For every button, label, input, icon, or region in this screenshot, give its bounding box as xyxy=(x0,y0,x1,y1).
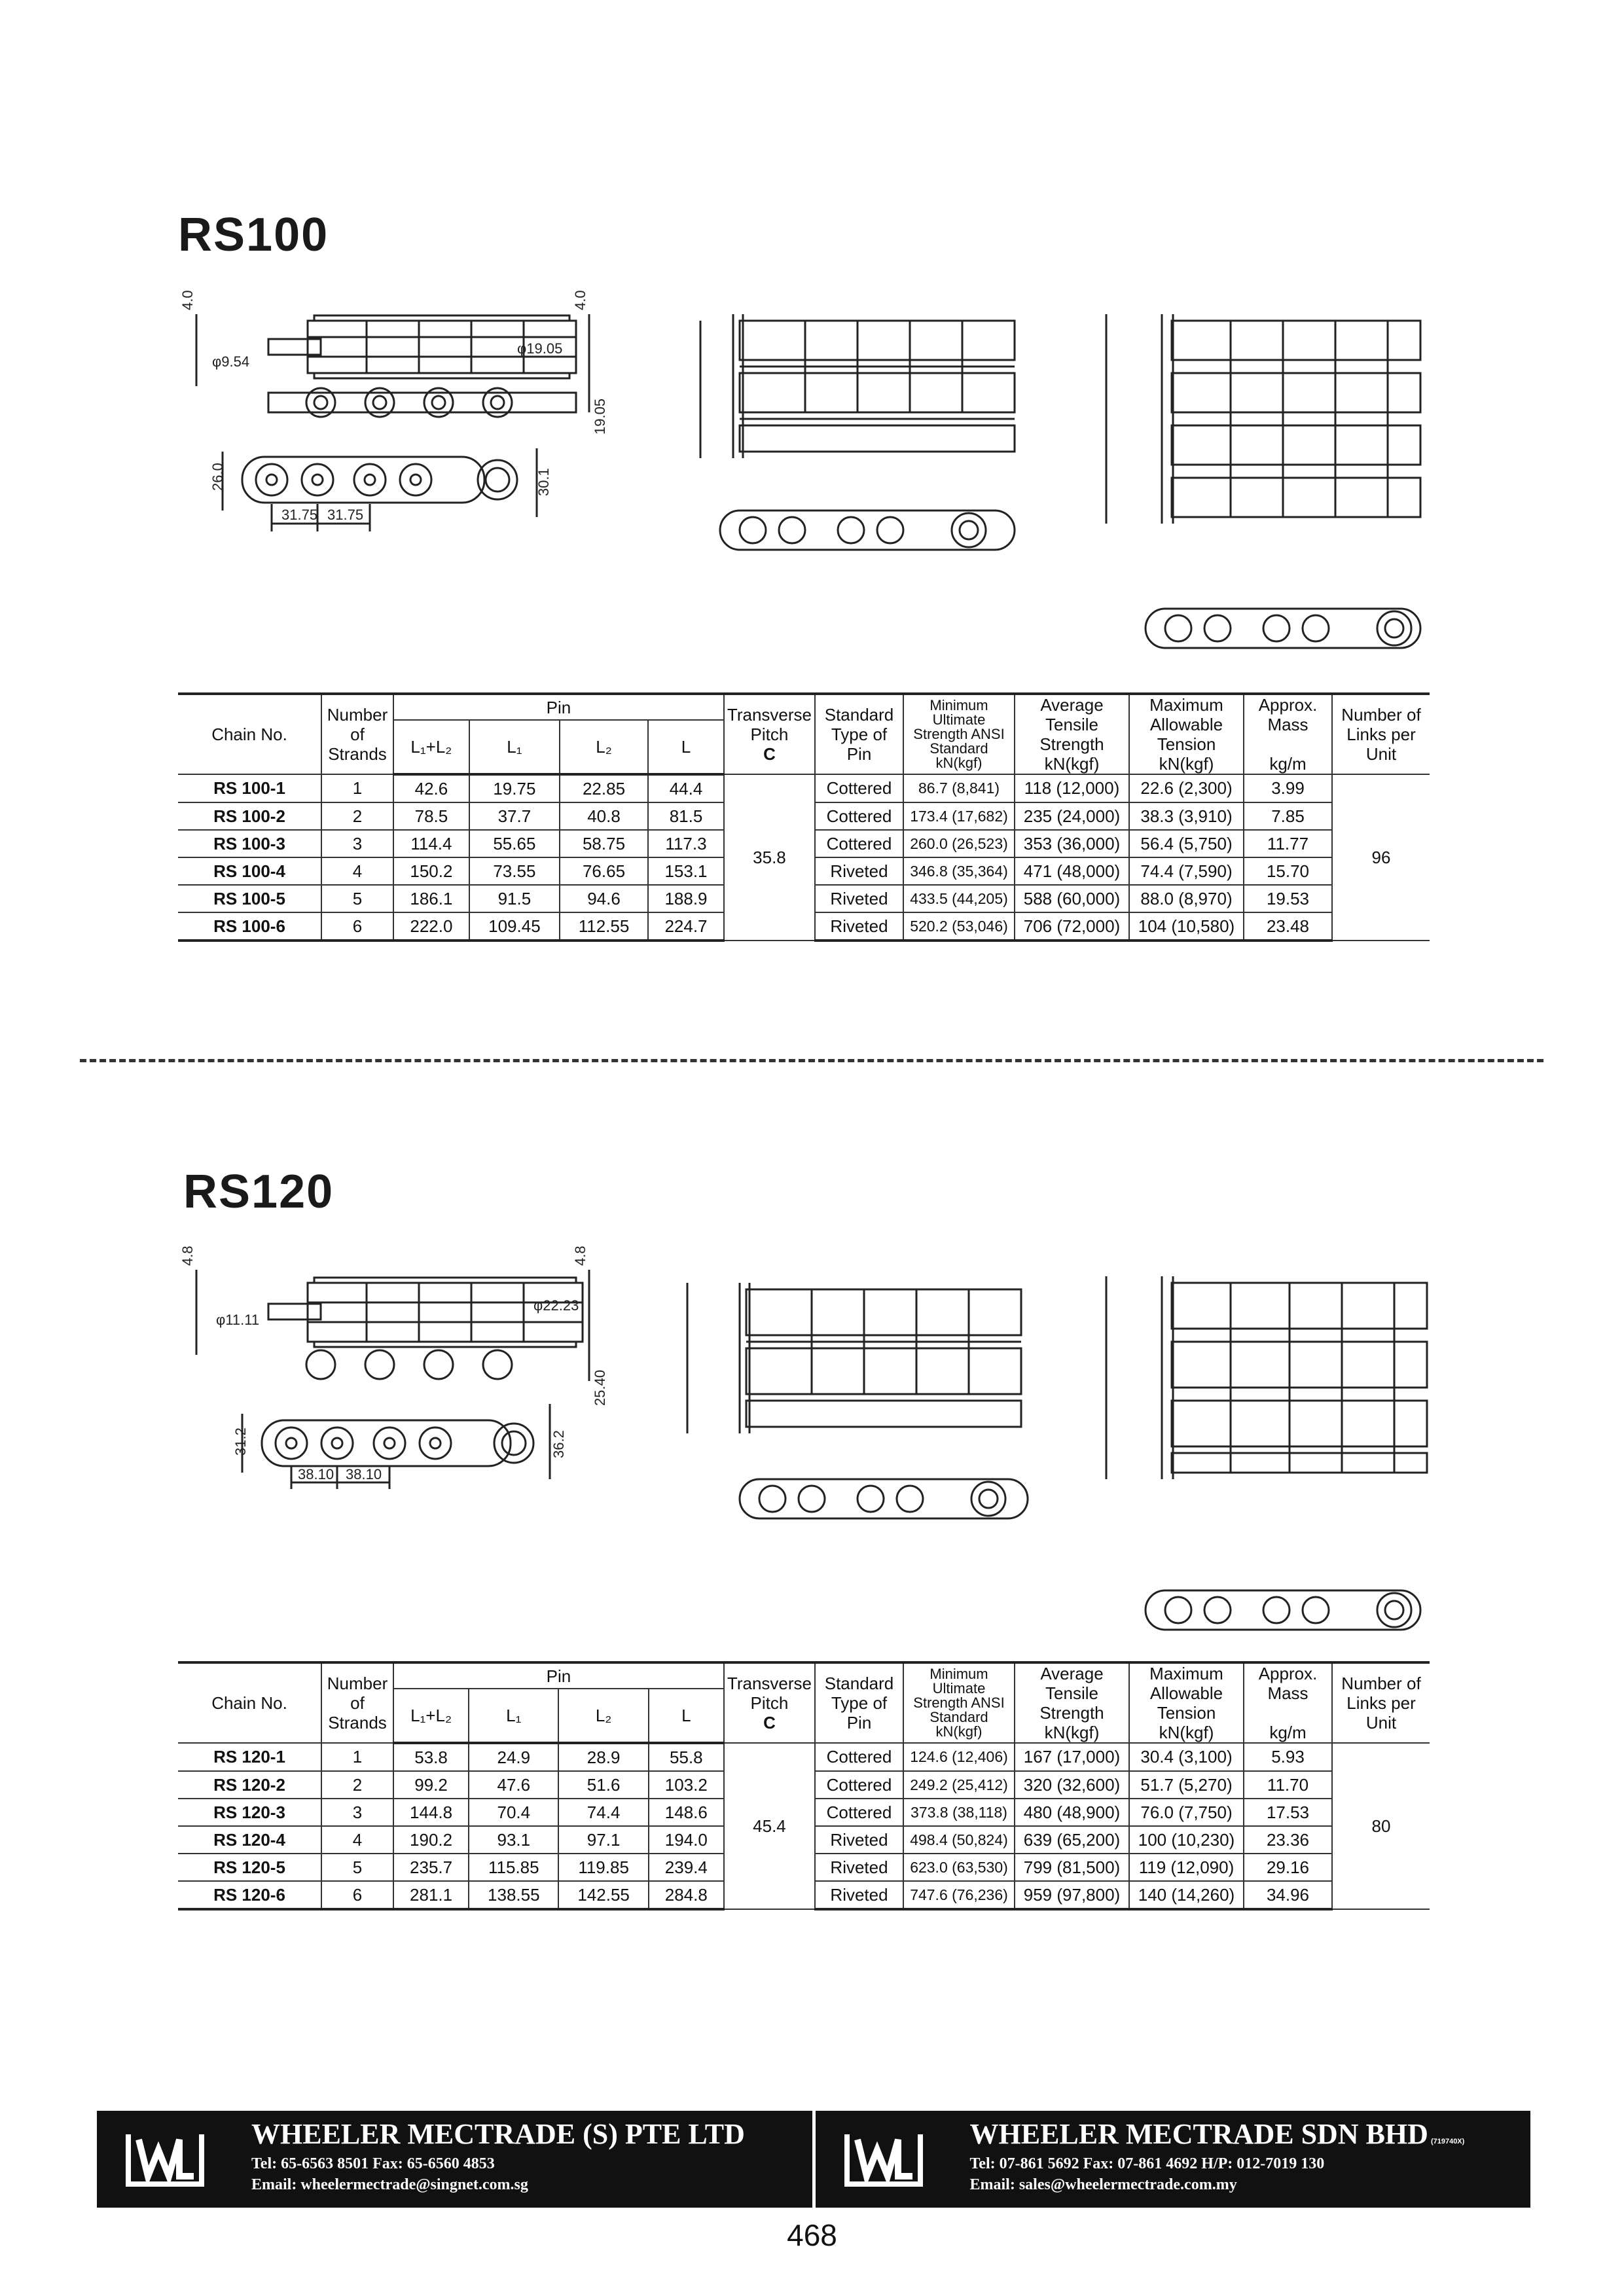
dim-pin-top: 4.0 xyxy=(179,290,196,310)
cell-l: 284.8 xyxy=(649,1881,724,1909)
cell-min-strength: 173.4 (17,682) xyxy=(903,802,1015,830)
cell-max-tension: 74.4 (7,590) xyxy=(1129,857,1244,885)
cell-l1: 47.6 xyxy=(469,1771,558,1799)
cell-avg-strength: 471 (48,000) xyxy=(1015,857,1129,885)
cell-type: Cottered xyxy=(815,802,903,830)
cell-type: Riveted xyxy=(815,1826,903,1854)
cell-type: Cottered xyxy=(815,1771,903,1799)
dim-pitch-2: 38.10 xyxy=(346,1466,382,1482)
cell-mass: 11.70 xyxy=(1244,1771,1332,1799)
cell-avg-strength: 706 (72,000) xyxy=(1015,912,1129,941)
cell-l2: 97.1 xyxy=(558,1826,648,1854)
footer-company-malaysia xyxy=(812,2111,1531,2208)
cell-l: 81.5 xyxy=(648,802,724,830)
cell-l1l2: 78.5 xyxy=(393,802,469,830)
dim-pin-dia: φ9.54 xyxy=(212,353,250,370)
cell-type: Riveted xyxy=(815,857,903,885)
cell-links: 96 xyxy=(1332,774,1430,941)
cell-l1: 93.1 xyxy=(469,1826,558,1854)
cell-strands: 1 xyxy=(321,1743,393,1771)
cell-l2: 112.55 xyxy=(560,912,648,941)
dim-pin-top-right: 4.0 xyxy=(572,290,588,310)
cell-l2: 119.85 xyxy=(558,1854,648,1881)
th-max-tension: Maximum Allowable Tension kN(kgf) xyxy=(1129,1662,1244,1743)
cell-l1l2: 222.0 xyxy=(393,912,469,941)
cell-mass: 34.96 xyxy=(1244,1881,1332,1909)
cell-type: Cottered xyxy=(815,830,903,857)
cell-mass: 23.36 xyxy=(1244,1826,1332,1854)
cell-min-strength: 498.4 (50,824) xyxy=(903,1826,1015,1854)
th-min-strength: Minimum Ultimate Strength ANSI Standard kN(kgf) xyxy=(903,694,1015,774)
cell-l2: 142.55 xyxy=(558,1881,648,1909)
cell-mass: 29.16 xyxy=(1244,1854,1332,1881)
cell-min-strength: 433.5 (44,205) xyxy=(903,885,1015,912)
cell-l: 239.4 xyxy=(649,1854,724,1881)
th-l2: L₂ xyxy=(558,1689,648,1743)
dim-inner-width: 19.05 xyxy=(592,398,608,435)
th-chain-no: Chain No. xyxy=(178,1662,321,1743)
cell-l1: 109.45 xyxy=(469,912,560,941)
cell-l2: 94.6 xyxy=(560,885,648,912)
section-title-rs100: RS100 xyxy=(178,209,329,261)
cell-l: 188.9 xyxy=(648,885,724,912)
cell-strands: 5 xyxy=(321,1854,393,1881)
th-pin: Pin xyxy=(393,1662,724,1689)
th-avg-strength: Average Tensile Strength kN(kgf) xyxy=(1015,694,1129,774)
rs100-double-strand-drawing xyxy=(661,301,1028,589)
company-email: Email: wheelermectrade@singnet.com.sg xyxy=(251,2176,528,2193)
cell-chain: RS 100-5 xyxy=(178,885,321,912)
cell-l: 194.0 xyxy=(649,1826,724,1854)
cell-l1l2: 190.2 xyxy=(393,1826,469,1854)
cell-l: 103.2 xyxy=(649,1771,724,1799)
th-transverse-pitch: Transverse Pitch C xyxy=(724,694,815,774)
cell-avg-strength: 235 (24,000) xyxy=(1015,802,1129,830)
th-type-of-pin: Standard Type of Pin xyxy=(815,1662,903,1743)
th-l1: L₁ xyxy=(469,720,560,774)
cell-l2: 74.4 xyxy=(558,1799,648,1826)
cell-chain: RS 120-2 xyxy=(178,1771,321,1799)
cell-l1l2: 42.6 xyxy=(393,774,469,802)
cell-min-strength: 520.2 (53,046) xyxy=(903,912,1015,941)
cell-l1l2: 99.2 xyxy=(393,1771,469,1799)
company-phone: Tel: 07-861 5692 Fax: 07-861 4692 H/P: 012-7019 130 xyxy=(969,2155,1325,2172)
dim-pin-dia: φ11.11 xyxy=(216,1312,260,1328)
cell-strands: 5 xyxy=(321,885,393,912)
cell-min-strength: 249.2 (25,412) xyxy=(903,1771,1015,1799)
cell-min-strength: 86.7 (8,841) xyxy=(903,774,1015,802)
rs100-spec-table xyxy=(178,692,1430,942)
th-strands: Number of Strands xyxy=(321,694,393,774)
cell-min-strength: 623.0 (63,530) xyxy=(903,1854,1015,1881)
dim-pitch-1: 31.75 xyxy=(281,507,318,523)
rs120-spec-table xyxy=(178,1661,1430,1910)
th-avg-strength: Average Tensile Strength kN(kgf) xyxy=(1015,1662,1129,1743)
th-l2: L₂ xyxy=(560,720,648,774)
cell-mass: 7.85 xyxy=(1244,802,1332,830)
wm-logo-icon xyxy=(124,2126,206,2192)
cell-avg-strength: 167 (17,000) xyxy=(1015,1743,1129,1771)
cell-chain: RS 120-6 xyxy=(178,1881,321,1909)
dim-pitch-1: 38.10 xyxy=(298,1466,334,1482)
cell-transverse-pitch: 45.4 xyxy=(724,1743,815,1909)
cell-strands: 6 xyxy=(321,1881,393,1909)
cell-type: Cottered xyxy=(815,1799,903,1826)
cell-chain: RS 120-1 xyxy=(178,1743,321,1771)
th-links: Number of Links per Unit xyxy=(1332,1662,1430,1743)
table-row xyxy=(178,1743,1430,1771)
cell-min-strength: 346.8 (35,364) xyxy=(903,857,1015,885)
cell-l1l2: 144.8 xyxy=(393,1799,469,1826)
company-footer xyxy=(97,2111,1530,2208)
cell-l1: 115.85 xyxy=(469,1854,558,1881)
section-title-rs120: RS120 xyxy=(183,1166,334,1218)
cell-mass: 23.48 xyxy=(1244,912,1332,941)
cell-chain: RS 120-3 xyxy=(178,1799,321,1826)
cell-avg-strength: 118 (12,000) xyxy=(1015,774,1129,802)
cell-mass: 11.77 xyxy=(1244,830,1332,857)
cell-l1: 19.75 xyxy=(469,774,560,802)
dim-roller-dia: φ22.23 xyxy=(533,1297,579,1314)
cell-max-tension: 119 (12,090) xyxy=(1129,1854,1244,1881)
cell-min-strength: 124.6 (12,406) xyxy=(903,1743,1015,1771)
company-phone: Tel: 65-6563 8501 Fax: 65-6560 4853 xyxy=(251,2155,495,2172)
cell-max-tension: 88.0 (8,970) xyxy=(1129,885,1244,912)
cell-max-tension: 22.6 (2,300) xyxy=(1129,774,1244,802)
th-min-strength: Minimum Ultimate Strength ANSI Standard kN(kgf) xyxy=(903,1662,1015,1743)
cell-chain: RS 100-3 xyxy=(178,830,321,857)
cell-max-tension: 30.4 (3,100) xyxy=(1129,1743,1244,1771)
cell-strands: 4 xyxy=(321,857,393,885)
cell-chain: RS 100-1 xyxy=(178,774,321,802)
cell-avg-strength: 799 (81,500) xyxy=(1015,1854,1129,1881)
footer-company-singapore xyxy=(97,2111,812,2208)
cell-l2: 76.65 xyxy=(560,857,648,885)
cell-l1: 55.65 xyxy=(469,830,560,857)
cell-max-tension: 140 (14,260) xyxy=(1129,1881,1244,1909)
rs120-single-strand-drawing xyxy=(179,1230,655,1492)
dim-pin-top: 4.8 xyxy=(179,1246,196,1266)
cell-l2: 58.75 xyxy=(560,830,648,857)
cell-mass: 17.53 xyxy=(1244,1799,1332,1826)
cell-l2: 22.85 xyxy=(560,774,648,802)
cell-mass: 15.70 xyxy=(1244,857,1332,885)
page-number: 468 xyxy=(787,2218,837,2252)
cell-l1l2: 186.1 xyxy=(393,885,469,912)
rs100-single-strand-drawing xyxy=(179,275,655,537)
rs100-triple-strand-drawing xyxy=(1100,301,1440,674)
th-max-tension: Maximum Allowable Tension kN(kgf) xyxy=(1129,694,1244,774)
cell-l1l2: 281.1 xyxy=(393,1881,469,1909)
cell-avg-strength: 480 (48,900) xyxy=(1015,1799,1129,1826)
cell-max-tension: 38.3 (3,910) xyxy=(1129,802,1244,830)
cell-min-strength: 260.0 (26,523) xyxy=(903,830,1015,857)
th-links: Number of Links per Unit xyxy=(1332,694,1430,774)
cell-l2: 28.9 xyxy=(558,1743,648,1771)
cell-avg-strength: 639 (65,200) xyxy=(1015,1826,1129,1854)
th-l1l2: L₁+L₂ xyxy=(393,720,469,774)
cell-max-tension: 76.0 (7,750) xyxy=(1129,1799,1244,1826)
cell-strands: 3 xyxy=(321,1799,393,1826)
cell-mass: 3.99 xyxy=(1244,774,1332,802)
cell-l2: 51.6 xyxy=(558,1771,648,1799)
cell-chain: RS 100-6 xyxy=(178,912,321,941)
cell-l1: 73.55 xyxy=(469,857,560,885)
th-l: L xyxy=(648,720,724,774)
rs120-double-strand-drawing xyxy=(674,1270,1041,1558)
cell-chain: RS 100-4 xyxy=(178,857,321,885)
cell-l: 153.1 xyxy=(648,857,724,885)
cell-l1l2: 235.7 xyxy=(393,1854,469,1881)
table-row xyxy=(178,774,1430,802)
cell-l1l2: 114.4 xyxy=(393,830,469,857)
section-divider xyxy=(80,1059,1543,1062)
cell-max-tension: 104 (10,580) xyxy=(1129,912,1244,941)
cell-max-tension: 56.4 (5,750) xyxy=(1129,830,1244,857)
cell-mass: 5.93 xyxy=(1244,1743,1332,1771)
cell-l: 117.3 xyxy=(648,830,724,857)
th-mass: Approx. Mass kg/m xyxy=(1244,694,1332,774)
cell-type: Riveted xyxy=(815,1854,903,1881)
company-name: WHEELER MECTRADE SDN BHD (719740X) xyxy=(969,2118,1465,2150)
cell-strands: 2 xyxy=(321,802,393,830)
dim-plate-height-outer: 30.1 xyxy=(535,468,552,496)
cell-links: 80 xyxy=(1332,1743,1430,1909)
cell-avg-strength: 353 (36,000) xyxy=(1015,830,1129,857)
cell-avg-strength: 588 (60,000) xyxy=(1015,885,1129,912)
cell-chain: RS 100-2 xyxy=(178,802,321,830)
cell-l2: 40.8 xyxy=(560,802,648,830)
th-chain-no: Chain No. xyxy=(178,694,321,774)
dim-roller-dia: φ19.05 xyxy=(517,340,563,357)
cell-min-strength: 747.6 (76,236) xyxy=(903,1881,1015,1909)
cell-strands: 3 xyxy=(321,830,393,857)
cell-l: 55.8 xyxy=(649,1743,724,1771)
cell-type: Cottered xyxy=(815,774,903,802)
cell-type: Riveted xyxy=(815,1881,903,1909)
th-transverse-pitch: Transverse Pitch C xyxy=(724,1662,815,1743)
cell-l1l2: 150.2 xyxy=(393,857,469,885)
cell-l: 224.7 xyxy=(648,912,724,941)
dim-pitch-2: 31.75 xyxy=(327,507,364,523)
company-name: WHEELER MECTRADE (S) PTE LTD xyxy=(251,2118,745,2150)
cell-l1l2: 53.8 xyxy=(393,1743,469,1771)
cell-l: 44.4 xyxy=(648,774,724,802)
cell-min-strength: 373.8 (38,118) xyxy=(903,1799,1015,1826)
cell-type: Riveted xyxy=(815,885,903,912)
cell-avg-strength: 320 (32,600) xyxy=(1015,1771,1129,1799)
dim-plate-height-inner: 31.2 xyxy=(232,1427,249,1456)
cell-l1: 24.9 xyxy=(469,1743,558,1771)
cell-strands: 2 xyxy=(321,1771,393,1799)
cell-l1: 70.4 xyxy=(469,1799,558,1826)
cell-l1: 37.7 xyxy=(469,802,560,830)
cell-max-tension: 51.7 (5,270) xyxy=(1129,1771,1244,1799)
cell-strands: 4 xyxy=(321,1826,393,1854)
th-l1l2: L₁+L₂ xyxy=(393,1689,469,1743)
cell-l: 148.6 xyxy=(649,1799,724,1826)
th-strands: Number of Strands xyxy=(321,1662,393,1743)
cell-type: Riveted xyxy=(815,912,903,941)
cell-chain: RS 120-4 xyxy=(178,1826,321,1854)
th-l1: L₁ xyxy=(469,1689,558,1743)
cell-strands: 1 xyxy=(321,774,393,802)
wm-logo-icon xyxy=(843,2126,924,2192)
dim-plate-height-outer: 36.2 xyxy=(550,1430,567,1458)
dim-plate-height-inner: 26.0 xyxy=(209,463,226,491)
cell-l1: 138.55 xyxy=(469,1881,558,1909)
cell-transverse-pitch: 35.8 xyxy=(724,774,815,941)
cell-strands: 6 xyxy=(321,912,393,941)
cell-mass: 19.53 xyxy=(1244,885,1332,912)
th-pin: Pin xyxy=(393,694,724,720)
cell-max-tension: 100 (10,230) xyxy=(1129,1826,1244,1854)
th-l: L xyxy=(649,1689,724,1743)
cell-l1: 91.5 xyxy=(469,885,560,912)
dim-inner-width: 25.40 xyxy=(592,1369,608,1406)
dim-pin-top-right: 4.8 xyxy=(572,1246,588,1266)
cell-type: Cottered xyxy=(815,1743,903,1771)
th-mass: Approx. Mass kg/m xyxy=(1244,1662,1332,1743)
rs120-triple-strand-drawing xyxy=(1100,1263,1440,1649)
th-type-of-pin: Standard Type of Pin xyxy=(815,694,903,774)
cell-chain: RS 120-5 xyxy=(178,1854,321,1881)
cell-avg-strength: 959 (97,800) xyxy=(1015,1881,1129,1909)
company-email: Email: sales@wheelermectrade.com.my xyxy=(969,2176,1237,2193)
